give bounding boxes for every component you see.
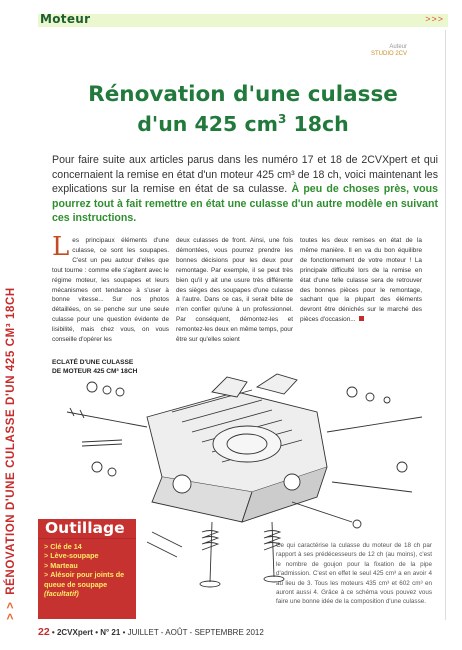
issue-number: N° 21 [100,628,121,637]
intro-text: Pour faire suite aux articles parus dans les numéro 17 et 18 de 2CVXpert et qui concernaient la remise en état d'un moteur 425 cm³ de 18 ch, voici maintenant les explications sur la remise en état de sa culasse. [52,154,438,195]
tools-list [44,542,136,598]
tools-divider [38,538,136,539]
column-3-text: toutes les deux remises en état de la même manière. Il en va du bon équilibre de fonctionnement de votre moteur ! La principale difficulté lors de la remise en état d'une telle culasse sera de retrouver des bonnes pièces pour le remontage, sachant que la plupart des éléments devront être dénichés sur le marché des pièces d'occasion... [300,237,422,324]
title-sup: 3 [277,112,287,127]
side-title-text: RÉNOVATION D'UNE CULASSE D'UN 425 CM³ 18CH [5,287,17,595]
author-name: STUDIO 2CV [370,51,407,57]
tools-title: Outillage [45,519,125,537]
intro-paragraph [52,153,438,226]
magazine-name: 2CVXpert [56,628,93,637]
section-band [38,14,448,27]
column-1-text: es principaux éléments d'une culasse, ce sont les soupapes. C'est un peu autour d'elles que tout tourne : comme elle s'agitent avec le régime moteur, les soupapes et leurs mécanismes ont tendance à s'user à bonne vitesse... Sur nos photos détaillées, on se penche sur une seule culasse pour une question évidente de lisibilité, mais chez vous, on vous conseille d'opérer les [52,237,169,344]
tool-item: > Lève-soupape [44,551,99,561]
side-title [5,287,17,620]
diagram-note: Ce qui caractérise la culasse du moteur de 18 ch par rapport à ses prédécesseurs de 12 ch (au moins), c'est le nombre de goujon pour la fixation de la pipe d'admission. C'est en effet le seul 425 cm³ a en avoir 4 au lieu de 3. Tous les moteurs 435 cm³ et 602 cm³ en auront aussi 4. Grâce à ce schéma vous pouvez vous faire une bonne idée de la composition d'une culasse. [276,542,432,606]
caption-line-2: DE MOTEUR 425 CM³ 18CH [52,368,138,375]
tool-item: > Marteau [44,560,78,570]
title-line2-end: 18ch [286,112,349,136]
article-title-line2 [38,112,448,136]
body-column-3 [300,236,422,325]
body-column-2: deux culasses de front. Ainsi, une fois démontées, vous pourrez prendre les bonnes décisions pour les deux pour remontage. Par exemple, il se peut très bien qu'il y ait une usure très différente des sièges des soupapes d'une culasse à l'autre. Dans ce cas, il serait bête de n'en confier qu'une à un professionnel. Par conséquent, démontez-les et remontez-les deux en même temps, pour être sur qu'elles soient [176,237,293,344]
tool-item: > Alésoir pour joints de queue de soupape (facultatif) [44,570,125,599]
end-mark [359,316,364,321]
tool-item: > Clé de 14 [44,542,82,551]
article-title-line1: Rénovation d'une culasse [88,82,398,107]
title-line2-start: d'un 425 cm [137,112,278,136]
intro-highlight: À peu de choses près, vous pourrez tout à fait remettre en état une culasse d'un autre modèle en suivant ces instructions. [52,183,438,224]
issue-date: JUILLET - AOÛT - SEPTEMBRE 2012 [127,628,264,637]
author-block [371,44,407,58]
tools-box [38,519,136,619]
drop-cap: L [52,232,70,262]
caption-line-1: ECLATÉ D'UNE CULASSE [52,359,134,366]
page-number: 22 [38,626,50,638]
page-footer: 22 • 2CVXpert • N° 21 • JUILLET - AOÛT - SEPTEMBRE 2012 [38,626,264,638]
header-arrows: >>> [425,14,444,24]
author-label: Auteur [389,44,407,50]
body-column-1 [52,232,169,345]
section-label: Moteur [40,12,91,26]
side-arrows: > > [5,601,17,620]
